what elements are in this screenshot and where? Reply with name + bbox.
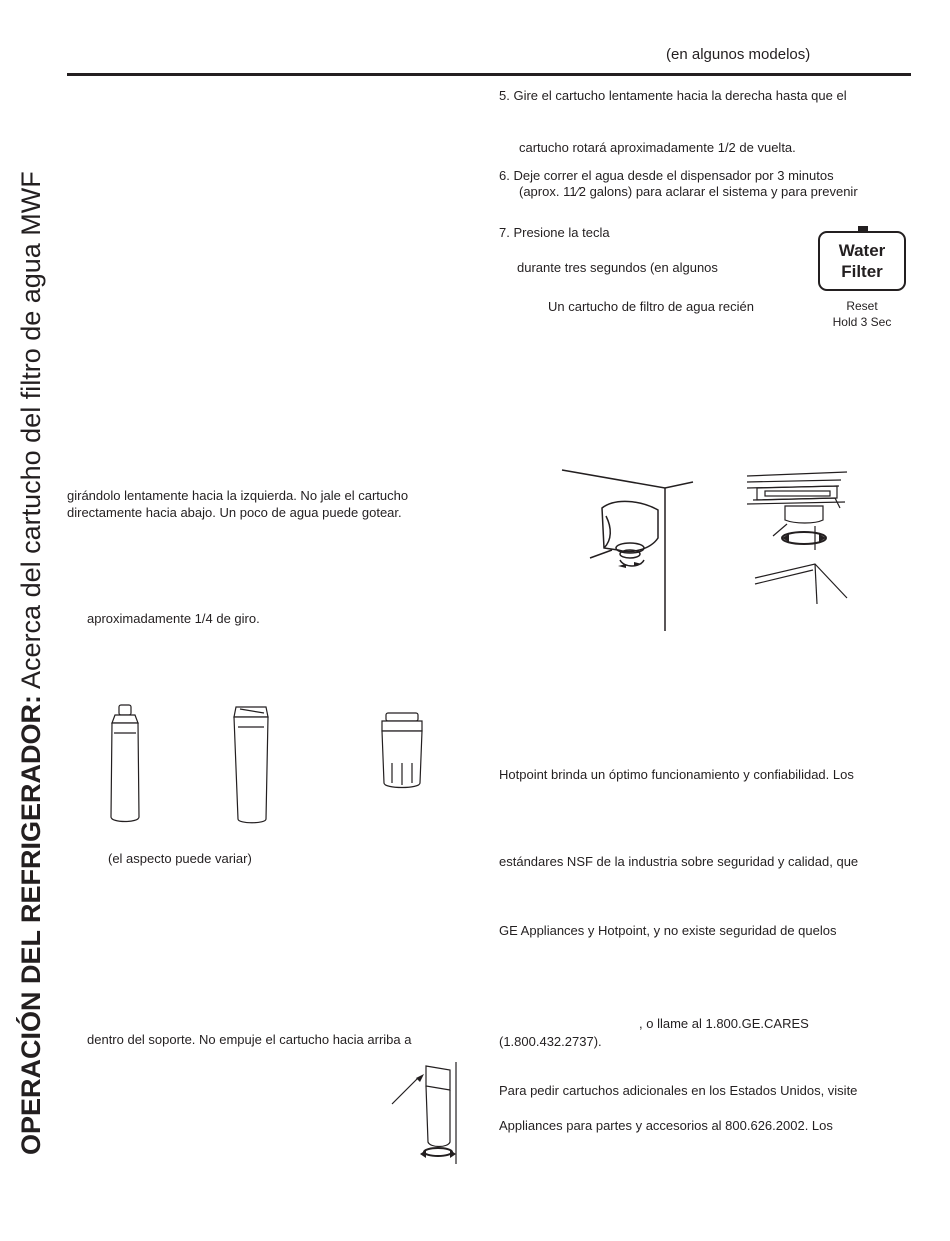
- paragraph-3: GE Appliances y Hotpoint, y no existe seguridad de quelos: [499, 923, 837, 938]
- paragraph-2: estándares NSF de la industria sobre seguridad y calidad, que: [499, 854, 859, 869]
- step-6: 6. Deje correr el agua desde el dispensador por 3 minutos: [499, 168, 834, 183]
- left-line-1: girándolo lentamente hacia la izquierda. No jale el cartucho: [67, 488, 409, 503]
- cartridge-caption: (el aspecto puede variar): [108, 851, 252, 866]
- filter-install-illustration-left: [560, 468, 695, 633]
- left-line-3: aproximadamente 1/4 de giro.: [87, 611, 260, 626]
- left-line-2: directamente hacia abajo. Un poco de agua puede gotear.: [67, 505, 402, 520]
- filter-install-illustration-right: [745, 468, 850, 608]
- paragraph-4-phone: (1.800.432.2737).: [499, 1034, 602, 1049]
- reset-caption-1: Reset: [846, 299, 878, 313]
- step-7-continued: durante tres segundos (en algunos: [517, 260, 718, 275]
- side-title-bold: OPERACIÓN DEL REFRIGERADOR:: [16, 694, 46, 1155]
- step-7: 7. Presione la tecla: [499, 225, 610, 240]
- side-title-regular: Acerca del cartucho del filtro de agua MWF: [16, 171, 46, 695]
- header-rule: [67, 73, 911, 76]
- filter-cartridge-3-image: [378, 713, 426, 791]
- paragraph-1: Hotpoint brinda un óptimo funcionamiento y confiabilidad. Los: [499, 767, 854, 782]
- filter-insert-illustration: [390, 1060, 462, 1165]
- filter-cartridge-2-image: [230, 703, 272, 825]
- paragraph-5-continued: Appliances para partes y accesorios al 800.626.2002. Los: [499, 1118, 833, 1133]
- filter-cartridge-1-image: [105, 705, 145, 825]
- step-6-continued: (aprox. 11⁄2 galons) para aclarar el sistema y para prevenir: [519, 184, 858, 199]
- paragraph-5: Para pedir cartuchos adicionales en los Estados Unidos, visite: [499, 1083, 858, 1098]
- reset-caption: [812, 298, 912, 330]
- water-filter-label-2: Filter: [841, 262, 883, 281]
- paragraph-4: , o llame al 1.800.GE.CARES: [639, 1016, 809, 1031]
- left-line-4: dentro del soporte. No empuje el cartucho hacia arriba a: [87, 1032, 412, 1047]
- water-filter-reset-button: [818, 231, 906, 291]
- page-side-title: [14, 171, 48, 1155]
- step-7-note: Un cartucho de filtro de agua recién: [548, 299, 754, 314]
- step-5-continued: cartucho rotará aproximadamente 1/2 de vuelta.: [519, 140, 796, 155]
- reset-caption-2: Hold 3 Sec: [832, 315, 892, 329]
- water-filter-label-1: Water: [838, 241, 886, 260]
- header-note: (en algunos modelos): [666, 46, 811, 63]
- step-5: 5. Gire el cartucho lentamente hacia la derecha hasta que el: [499, 88, 847, 103]
